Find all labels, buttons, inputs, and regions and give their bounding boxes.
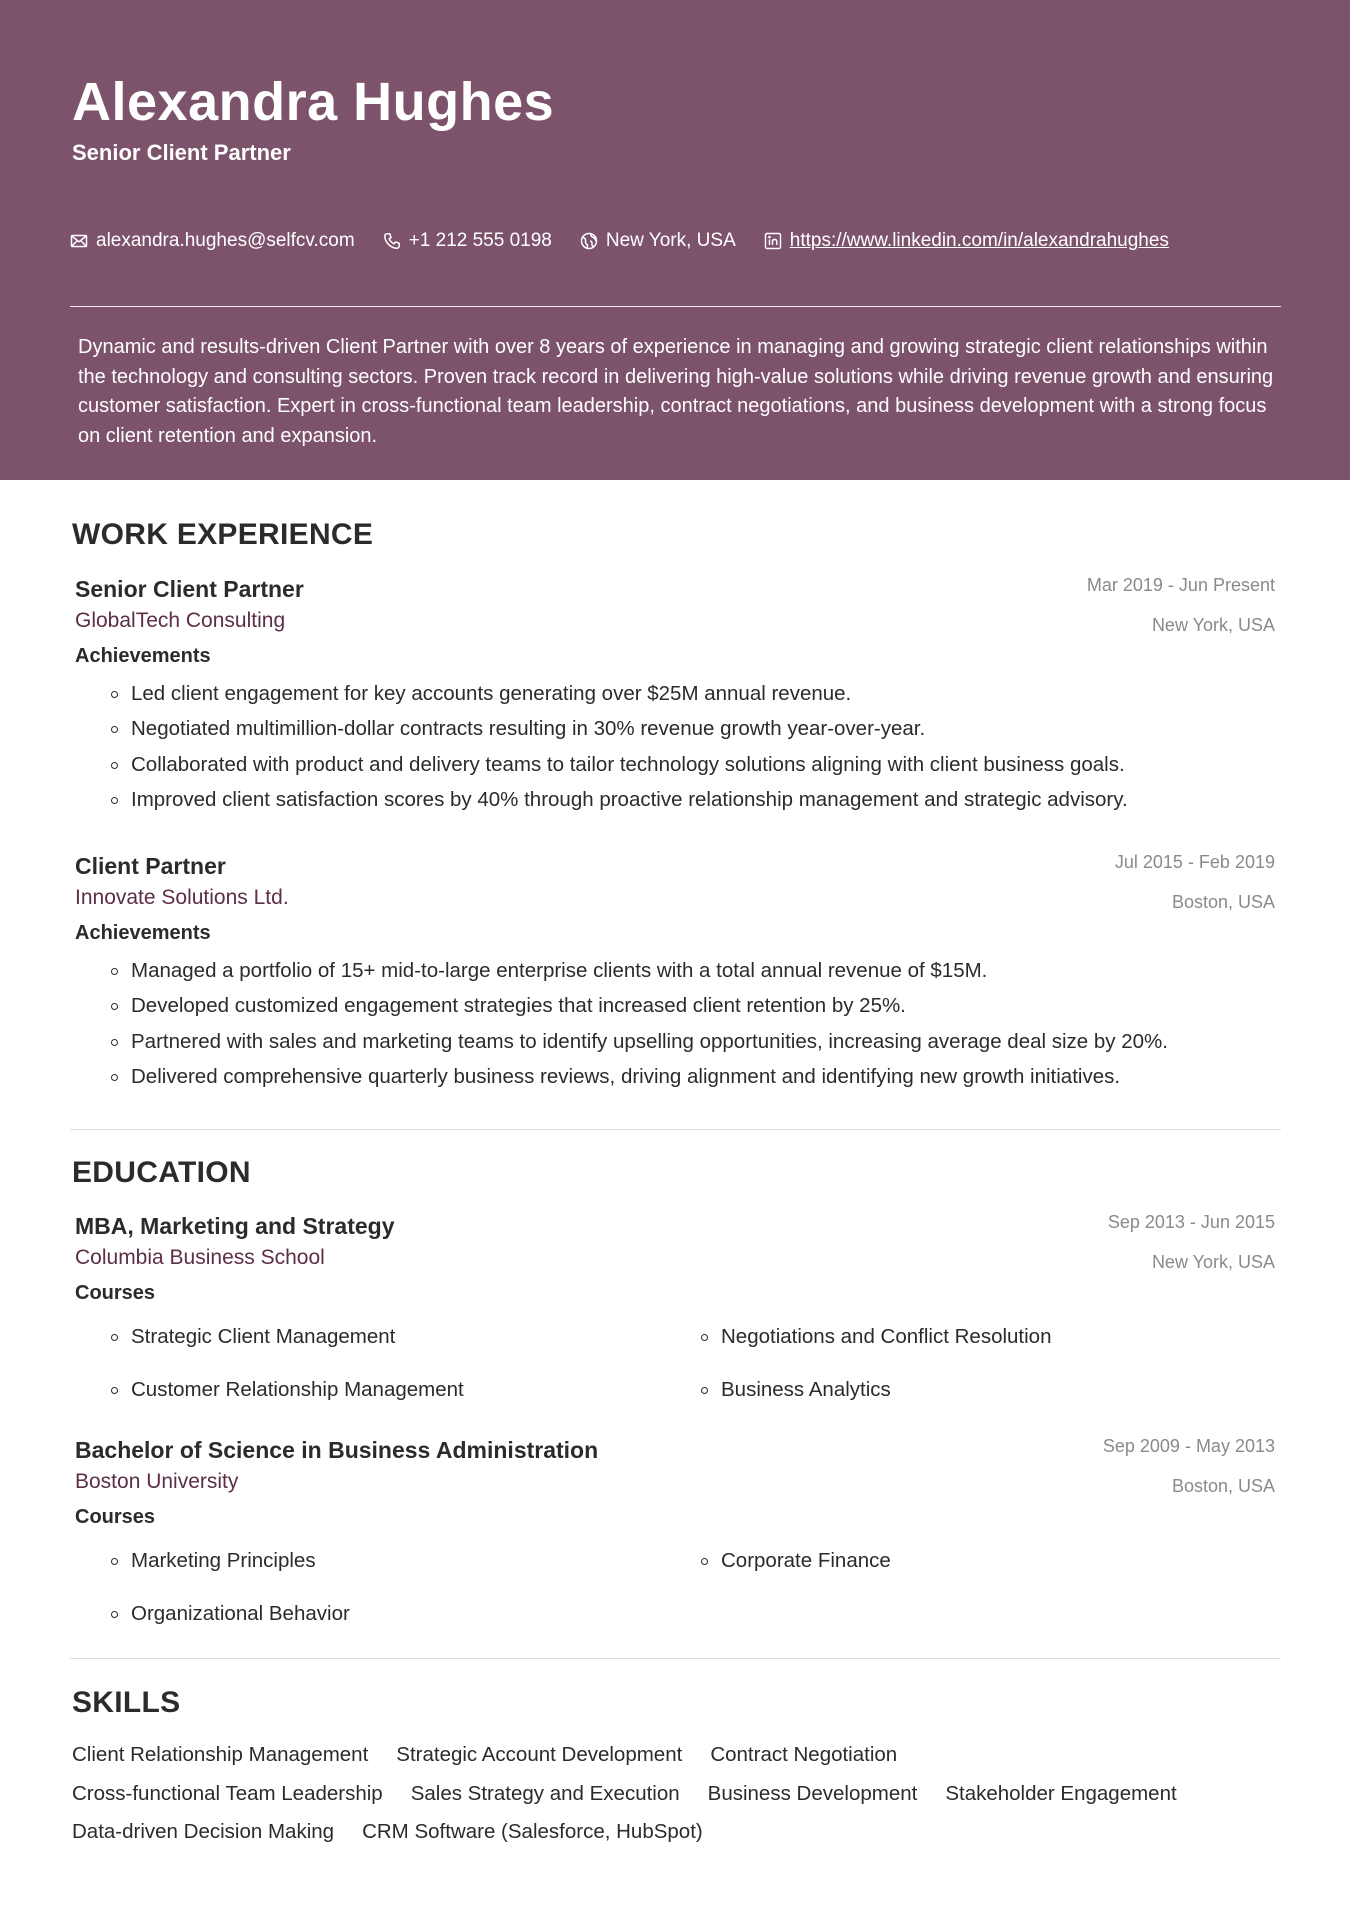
location-text: New York, USA	[605, 230, 736, 251]
list-item: Partnered with sales and marketing teams to identify upselling opportunities, increasing average deal size by 20%.	[131, 1024, 1275, 1059]
achievements-list	[75, 676, 1275, 818]
job-dates: Jul 2015 - Feb 2019	[1114, 852, 1275, 872]
contact-email[interactable]	[70, 230, 355, 252]
job-dates: Mar 2019 - Jun Present	[1086, 575, 1275, 595]
section-divider	[70, 1129, 1281, 1130]
list-item: Delivered comprehensive quarterly business reviews, driving alignment and identifying new growth initiatives.	[131, 1059, 1275, 1094]
degree-title: MBA, Marketing and Strategy	[75, 1213, 395, 1239]
phone-text: +1 212 555 0198	[408, 230, 552, 251]
section-divider	[70, 1658, 1281, 1659]
education-location: Boston, USA	[1171, 1476, 1275, 1496]
education-location: New York, USA	[1151, 1252, 1275, 1272]
list-item: Negotiations and Conflict Resolution	[721, 1311, 1311, 1364]
education-entry	[75, 1212, 1275, 1416]
list-item: Business Analytics	[721, 1364, 1311, 1417]
list-item: Developed customized engagement strategies that increased client retention by 25%.	[131, 988, 1275, 1023]
linkedin-icon	[764, 232, 782, 250]
skill-item: Sales Strategy and Execution	[410, 1781, 680, 1805]
achievements-heading: Achievements	[75, 922, 211, 944]
list-item: Negotiated multimillion-dollar contracts resulting in 30% revenue growth year-over-year.	[131, 711, 1275, 746]
work-experience-heading: WORK EXPERIENCE	[72, 518, 374, 551]
job-location: Boston, USA	[1171, 892, 1275, 912]
linkedin-link[interactable]: https://www.linkedin.com/in/alexandrahughes	[789, 230, 1169, 251]
company-name: GlobalTech Consulting	[75, 609, 286, 632]
skill-item: Cross-functional Team Leadership	[72, 1781, 383, 1805]
school-name: Columbia Business School	[75, 1246, 325, 1269]
courses-list	[75, 1311, 1275, 1416]
skill-item: Business Development	[707, 1781, 918, 1805]
skill-item: Client Relationship Management	[72, 1743, 369, 1766]
skills-list	[72, 1736, 1302, 1852]
candidate-role: Senior Client Partner	[72, 140, 291, 165]
list-item: Managed a portfolio of 15+ mid-to-large enterprise clients with a total annual revenue of $15M.	[131, 953, 1275, 988]
phone-icon	[383, 232, 401, 250]
skill-item: Stakeholder Engagement	[945, 1781, 1177, 1805]
profile-summary: Dynamic and results-driven Client Partner with over 8 years of experience in managing and growing strategic client relationships within the technology and consulting sectors. Proven track record in delivering high-value solutions while driving revenue growth and ensuring customer satisfaction. Expert in cross-functional team leadership, contract negotiations, and business development with a strong focus on client retention and expansion.	[78, 336, 1274, 447]
list-item: Strategic Client Management	[131, 1311, 721, 1364]
education-dates: Sep 2013 - Jun 2015	[1107, 1212, 1275, 1232]
resume-header	[0, 0, 1350, 480]
job-location: New York, USA	[1151, 615, 1275, 635]
list-item: Improved client satisfaction scores by 40% through proactive relationship management and strategic advisory.	[131, 782, 1275, 817]
skill-item: Contract Negotiation	[710, 1743, 898, 1766]
work-entry	[75, 852, 1275, 1095]
list-item: Led client engagement for key accounts generating over $25M annual revenue.	[131, 676, 1275, 711]
list-item: Customer Relationship Management	[131, 1364, 721, 1417]
work-entry	[75, 575, 1275, 818]
courses-list	[75, 1535, 1275, 1640]
achievements-heading: Achievements	[75, 645, 211, 667]
candidate-name: Alexandra Hughes	[72, 72, 555, 132]
globe-icon	[580, 232, 598, 250]
education-heading: EDUCATION	[72, 1156, 251, 1189]
job-title: Client Partner	[75, 853, 226, 879]
job-title: Senior Client Partner	[75, 576, 304, 602]
company-name: Innovate Solutions Ltd.	[75, 886, 289, 909]
email-text: alexandra.hughes@selfcv.com	[96, 230, 355, 251]
skill-item: CRM Software (Salesforce, HubSpot)	[362, 1820, 703, 1843]
list-item: Collaborated with product and delivery teams to tailor technology solutions aligning with client business goals.	[131, 747, 1275, 782]
list-item: Corporate Finance	[721, 1535, 1311, 1588]
skill-item: Strategic Account Development	[396, 1743, 683, 1766]
achievements-list	[75, 953, 1275, 1095]
list-item: Marketing Principles	[131, 1535, 721, 1588]
courses-heading: Courses	[75, 1282, 156, 1304]
header-divider	[70, 306, 1281, 307]
education-dates: Sep 2009 - May 2013	[1102, 1436, 1275, 1456]
degree-title: Bachelor of Science in Business Administration	[75, 1437, 599, 1463]
contact-bar	[70, 230, 1169, 252]
contact-linkedin[interactable]	[764, 230, 1169, 252]
skills-heading: SKILLS	[72, 1686, 181, 1719]
mail-icon	[70, 232, 88, 250]
contact-location	[580, 230, 736, 252]
skill-item: Data-driven Decision Making	[72, 1820, 335, 1843]
contact-phone[interactable]	[383, 230, 552, 252]
list-item: Organizational Behavior	[131, 1588, 721, 1641]
education-entry	[75, 1436, 1275, 1640]
school-name: Boston University	[75, 1470, 239, 1493]
courses-heading: Courses	[75, 1506, 156, 1528]
